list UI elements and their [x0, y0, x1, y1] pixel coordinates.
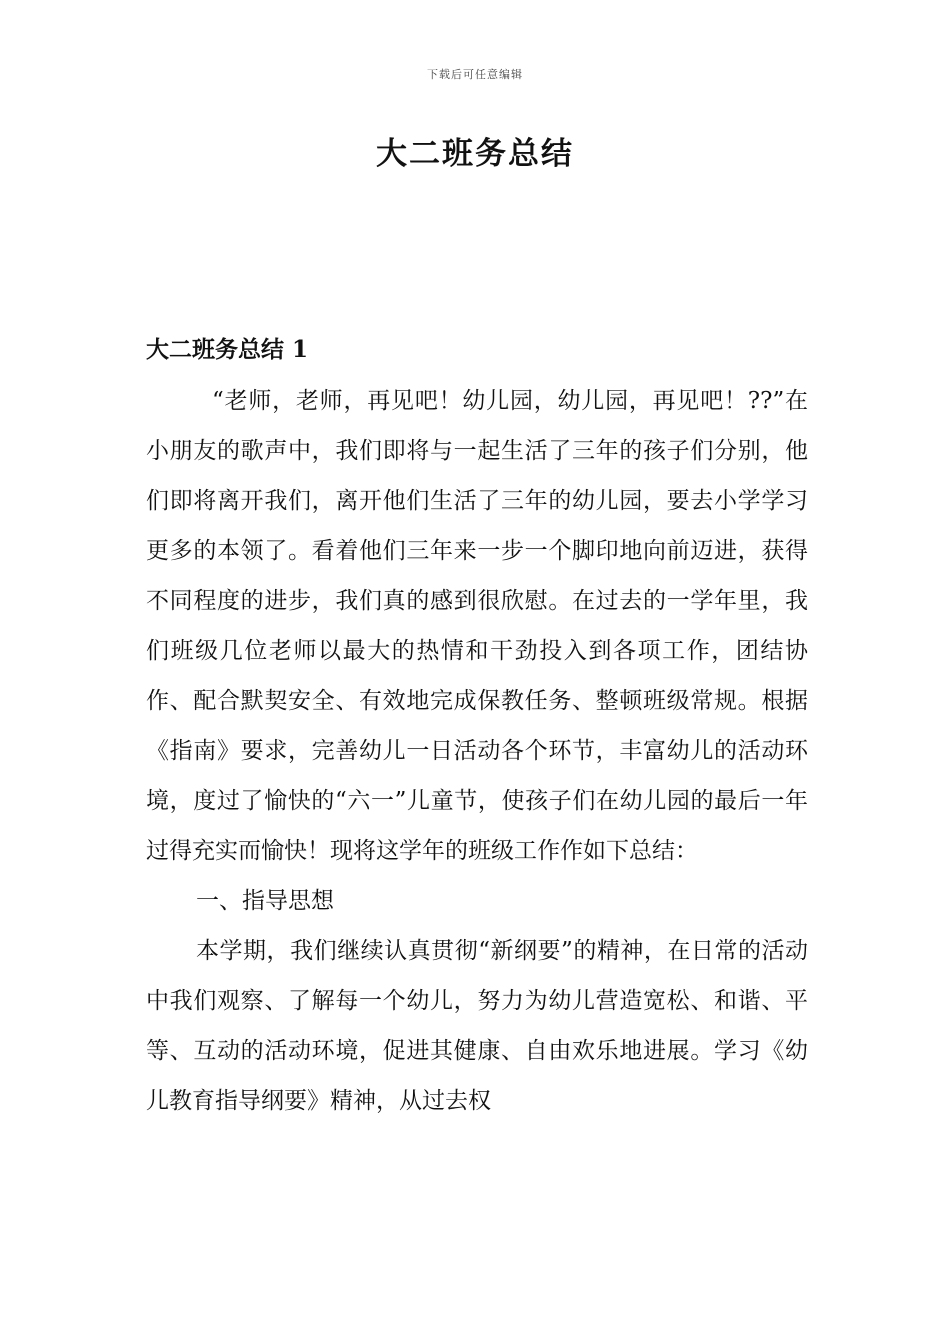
- header-note: 下载后可任意编辑: [427, 68, 523, 81]
- section-heading: 大二班务总结 1: [146, 336, 309, 363]
- subheading-guiding-thought: 一、指导思想: [196, 888, 334, 914]
- document-title: 大二班务总结: [376, 136, 574, 172]
- body-paragraph: 本学期，我们继续认真贯彻“新纲要”的精神，在日常的活动中我们观察、了解每一个幼儿，努力为幼儿营造宽松、和谐、平等、互动的活动环境，促进其健康、自由欢乐地进展。学习《幼儿教育指导纲要》精神，从过去权: [146, 938, 808, 1114]
- document-body: [146, 376, 808, 1126]
- intro-paragraph: “老师，老师，再见吧！幼儿园，幼儿园，再见吧！??”在小朋友的歌声中，我们即将与一起生活了三年的孩子们分别，他们即将离开我们，离开他们生活了三年的幼儿园，要去小学学习更多的本领了。看着他们三年来一步一个脚印地向前迈进，获得不同程度的进步，我们真的感到很欣慰。在过去的一学年里，我们班级几位老师以最大的热情和干劲投入到各项工作，团结协作、配合默契安全、有效地完成保教任务、整顿班级常规。根据《指南》要求，完善幼儿一日活动各个环节，丰富幼儿的活动环境，度过了愉快的“六一”儿童节，使孩子们在幼儿园的最后一年过得充实而愉快！现将这学年的班级工作作如下总结：: [146, 388, 808, 864]
